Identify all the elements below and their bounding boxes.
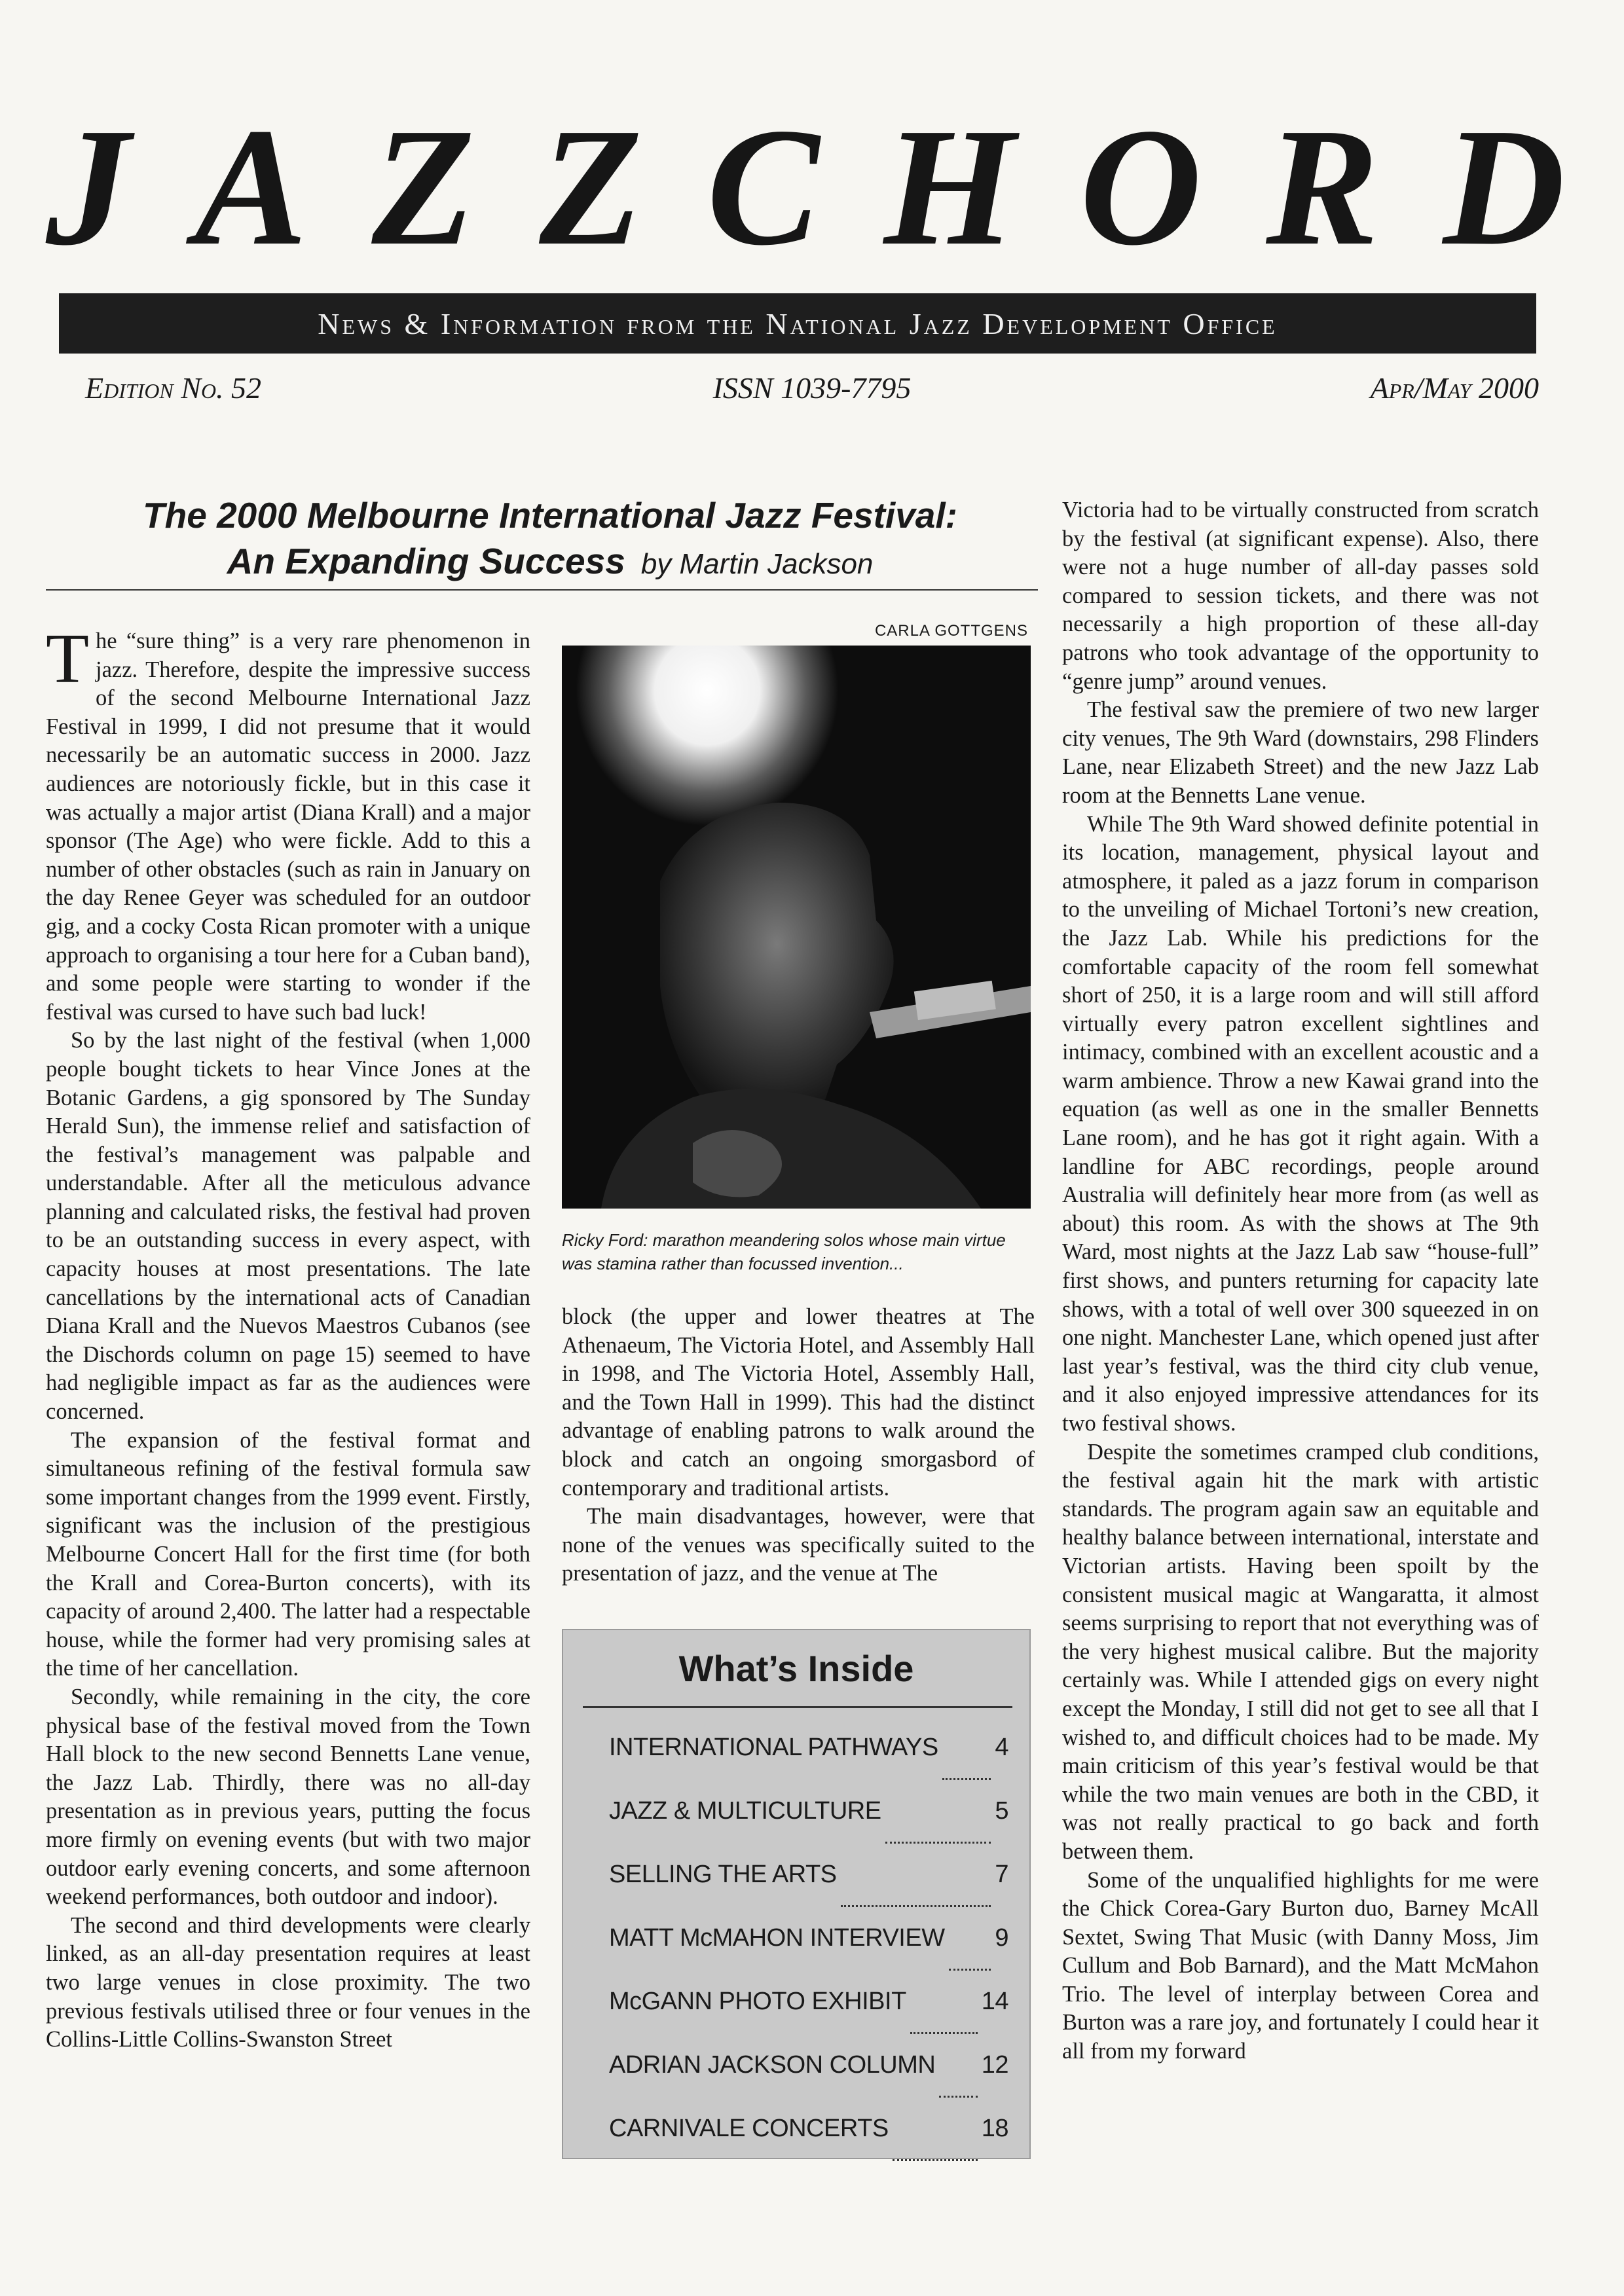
photo-illustration	[562, 646, 1031, 1209]
paragraph: The main disadvantages, however, were that none of the venues was specifically suited to the presentation of jazz, and the venue at The	[562, 1504, 1035, 1586]
saxophonist-photo	[562, 646, 1031, 1209]
masthead-letter: J	[46, 93, 130, 280]
masthead-letter: A	[194, 93, 308, 280]
paragraph: So by the last night of the festival (when 1,000 people bought tickets to hear Vince Jones at the Botanic Gardens, a gig sponsored by The Sunday Herald Sun), the immense relief and satisfaction of the festival’s management was palpable and understandable. After all the meticulous advance planning and calculated risks, the festival had proven to be an outstanding success in every aspect, with capacity houses at most presentations. The late cancellations by the international acts of Canadian Diana Krall and the Nuevos Maestros Cubanos (see the Dischords column on page 15) seemed to have had negligible impact as far as the audiences were concerned.	[46, 1028, 530, 1425]
masthead-letter: H	[883, 93, 1016, 280]
headline-rule	[46, 589, 1038, 591]
paragraph: The expansion of the festival format and simultaneous refining of the festival formula saw some important changes from the 1999 event. Firstly, significant was the inclusion of the prestigious Melbourne Concert Hall for the first time (for both the Krall and Corea-Burton concerts), with its capacity of around 2,400. The latter had a respectable house, while the former had very promising sales at the time of her cancellation.	[46, 1427, 530, 1681]
paragraph: Some of the unqualified highlights for me were the Chick Corea-Gary Burton duo, Barney McAll Sextet, Swing That Music (with Danny Moss, Jim Cullum and Bob Barnard), and the Matt McMahon Trio. The level of interplay between Corea and Burton was a rare joy, and fortunately I could hear it all from my forward	[1062, 1867, 1539, 2064]
headline-line-2: An Expanding Success	[227, 541, 625, 581]
paragraph: Victoria had to be virtually constructed from scratch by the festival (at significant expense). Also, there were not a huge number of all-day passes sold compared to session tickets, and there was not necessarily a high proportion of these all-day patrons who took advantage of the opportunity to “genre jump” around venues.	[1062, 498, 1539, 694]
byline: by Martin Jackson	[640, 548, 874, 580]
article-column-1	[46, 627, 530, 2270]
contents-item[interactable]: CARNIVALE CONCERTS 18	[609, 2115, 1008, 2178]
paragraph: The festival saw the premiere of two new larger city venues, The 9th Ward (downstairs, 298 Flinders Lane, near Elizabeth Street) and the new Jazz Lab room at the Bennetts Lane venue.	[1062, 697, 1539, 808]
whats-inside-title: What’s Inside	[678, 1648, 914, 1689]
contents-item[interactable]: MATT McMAHON INTERVIEW 9	[609, 1924, 1008, 1988]
contents-item[interactable]: McGANN PHOTO EXHIBIT 14	[609, 1988, 1008, 2051]
masthead-letter: Z	[371, 93, 475, 280]
masthead-letter: Z	[539, 93, 643, 280]
article-column-2	[562, 1303, 1035, 1611]
masthead-letter: O	[1079, 93, 1202, 280]
paragraph: While The 9th Ward showed definite potential in its location, management, physical layout and atmosphere, it paled as a jazz forum in comparison to the unveiling of Michael Tortoni’s new creation, the Jazz Lab. While his predictions for the comfortable capacity of the room fell somewhat short of 250, it is a large room and will still afford virtually every patron excellent sightlines and intimacy, combined with an excellent acoustic and a warm ambience. Throw a new Kawai grand into the equation (as well as one in the smaller Bennetts Lane room), and he has got it right again. With a landline for ABC recordings, people around Australia will definitely hear more from (as well as about) this room. As with the shows at The 9th Ward, most nights at the Jazz Lab saw “house-full” first shows, and punters returning for capacity late shows, with a total of well over 300 squeezed in on one night. Manchester Lane, which opened just after last year’s festival, was the third city club venue, and it also enjoyed impressive attendances for its two festival shows.	[1062, 811, 1539, 1436]
paragraph: The second and third developments were clearly linked, as an all-day presentation requires at least two large venues in close proximity. The two previous festivals utilised three or four venues in the Collins-Little Collins-Swanston Street	[46, 1912, 530, 2052]
issn: ISSN 1039-7795	[712, 371, 912, 405]
article-headline	[62, 492, 1038, 587]
masthead-title	[46, 93, 1565, 280]
issue-date: Apr/May 2000	[1370, 371, 1539, 405]
edition-row	[85, 371, 1539, 416]
paragraph: block (the upper and lower theatres at The Athenaeum, The Victoria Hotel, and Assembly Hall in 1998, and The Victoria Hotel, Assembly Hall, and the Town Hall in 1999). This had the distinct advantage of enabling patrons to walk around the block and catch an ongoing smorgasbord of contemporary and traditional artists.	[562, 1304, 1035, 1501]
contents-item[interactable]: JAZZ & MULTICULTURE 5	[609, 1797, 1008, 1861]
edition-number: Edition No. 52	[85, 371, 262, 405]
paragraph: The “sure thing” is a very rare phenomenon in jazz. Therefore, despite the impressive success of the second Melbourne International Jazz Festival in 1999, I did not presume that it would necessarily be an automatic success in 2000. Jazz audiences are notoriously fickle, but in this case it was actually a major artist (Diana Krall) and a major sponsor (The Age) who were fickle. Add to this a number of other obstacles (such as rain in January on the day Renee Geyer was scheduled for an outdoor gig, and a cocky Costa Rican promoter with a unique approach to organising a tour here for a Cuban band), and some people were starting to wonder if the festival was cursed to have such bad luck!	[46, 627, 530, 1025]
photo-caption: Ricky Ford: marathon meandering solos whose main virtue was stamina rather than focussed invention...	[562, 1230, 1006, 1273]
masthead-letter: D	[1443, 93, 1565, 280]
contents-item[interactable]: INTERNATIONAL PATHWAYS 4	[609, 1734, 1008, 1797]
headline-line-1: The 2000 Melbourne International Jazz Festival:	[143, 495, 957, 536]
masthead-letter: C	[707, 93, 820, 280]
whats-inside-box	[562, 1629, 1031, 2159]
contents-item[interactable]: SELLING THE ARTS 7	[609, 1861, 1008, 1924]
paragraph: Secondly, while remaining in the city, the core physical base of the festival moved from the Town Hall block to the new second Bennetts Lane venue, the Jazz Lab. Thirdly, there was no all-day presentation as in previous years, putting the focus more firmly on evening events (but with two major outdoor early evening concerts, and some afternoon weekend performances, both outdoor and indoor).	[46, 1684, 530, 1910]
masthead-banner: News & Information from the National Jazz Development Office	[59, 293, 1536, 354]
drop-cap: T	[46, 627, 89, 698]
photo-credit: CARLA GOTTGENS	[874, 622, 1028, 640]
paragraph: Despite the sometimes cramped club conditions, the festival again hit the mark with artistic standards. The program again saw an equitable and healthy balance between international, interstate and Victorian artists. Having been spoilt by the consistent musical magic at Wangaratta, it almost seems surprising to report that not everything was of the very highest musical calibre. But the majority certainly was. While I attended gigs on every night except the Monday, I still did not get to see all that I wished to, and difficult choices had to be made. My main criticism of this year’s festival would be that while the two main venues are both in the CBD, it was not really practical to go back and forth between them.	[1062, 1439, 1539, 1864]
contents-list	[609, 1734, 1008, 2178]
article-column-3	[1062, 496, 1539, 2159]
contents-item[interactable]: ADRIAN JACKSON COLUMN 12	[609, 2051, 1008, 2115]
masthead-letter: R	[1266, 93, 1379, 280]
whats-inside-rule	[583, 1706, 1012, 1708]
